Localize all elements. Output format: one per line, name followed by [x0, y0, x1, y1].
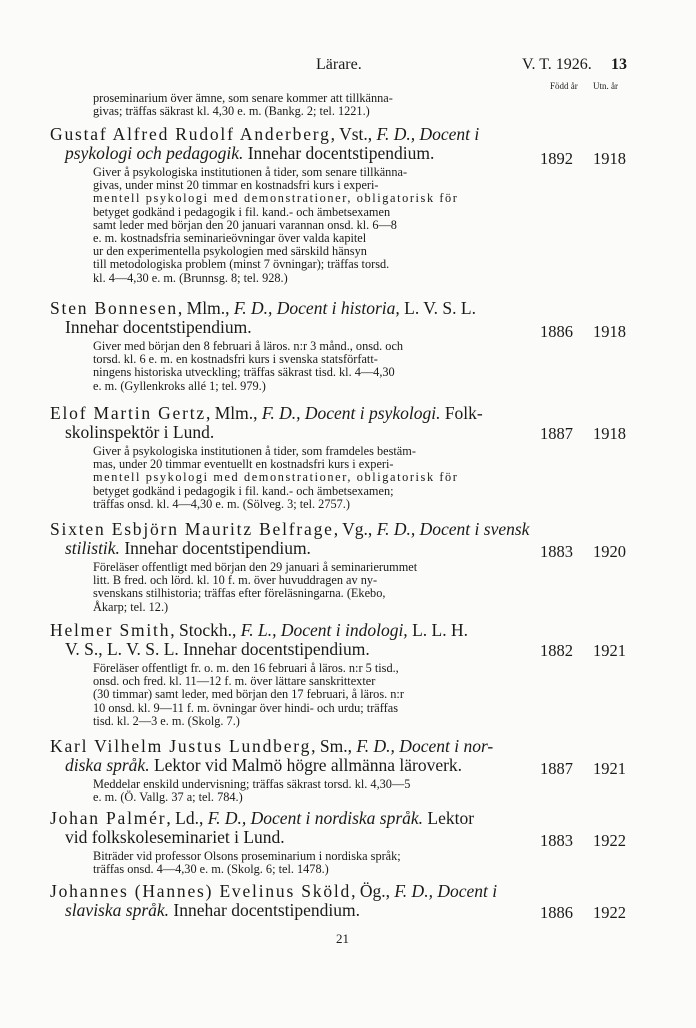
- entry-heading: [50, 404, 540, 442]
- teacher-entry: [50, 882, 540, 920]
- text-line: samt leder med början den 20 januari varannan onsd. kl. 6—8: [93, 217, 397, 232]
- position-note: skolinspektör i Lund.: [65, 422, 215, 442]
- entry-description: [93, 561, 536, 614]
- column-header-appointed: Utn. år: [593, 81, 618, 91]
- province: , Ld.,: [166, 808, 208, 828]
- page-number: 21: [336, 931, 349, 946]
- entry-description: [93, 662, 536, 728]
- text-line: Föreläser offentligt fr. o. m. den 16 februari å läros. n:r 5 tisd.,: [93, 661, 399, 675]
- entry-heading-line-2: [50, 756, 540, 775]
- entry-heading-line-2: [50, 318, 540, 337]
- born-year: 1887: [540, 424, 573, 443]
- province: , Vst.,: [330, 124, 377, 144]
- position-note: Innehar docentstipendium.: [119, 538, 311, 558]
- entry-heading-line-2: [50, 640, 540, 659]
- subject: stilistik.: [65, 538, 120, 558]
- text-line: träffas onsd. kl. 4—4,30 e. m. (Sölveg. 3; tel. 2757.): [93, 496, 350, 511]
- text-line: Åkarp; tel. 12.): [93, 599, 169, 614]
- entry-description: [93, 166, 536, 285]
- text-line: ur den experimentella psykologien med särskild hänsyn: [93, 244, 367, 259]
- entry-heading-line-2: [50, 423, 540, 442]
- appointed-year: 1922: [593, 903, 626, 922]
- appointed-year: 1922: [593, 831, 626, 850]
- born-year: 1883: [540, 542, 573, 561]
- text-line: Biträder vid professor Olsons proseminarium i nordiska språk;: [93, 849, 401, 863]
- entry-heading: [50, 299, 540, 337]
- teacher-title: F. L., Docent i indologi,: [240, 620, 408, 640]
- teacher-title: F. D., Docent i nor-: [356, 736, 494, 756]
- entry-heading: [50, 621, 540, 659]
- position-note: Innehar docentstipendium.: [169, 900, 361, 920]
- header-page-number: 13: [611, 56, 627, 73]
- text-line: litt. B fred. och lörd. kl. 10 f. m. över huvuddragen av ny-: [93, 573, 378, 588]
- position-note: Innehar docentstipendium.: [65, 317, 252, 337]
- entry-heading-line-2: [50, 539, 540, 558]
- teacher-entry: [50, 299, 540, 393]
- teacher-name: Karl Vilhelm Justus Lundberg: [50, 736, 312, 756]
- column-header-born: Född år: [550, 81, 578, 91]
- entry-heading: [50, 882, 540, 920]
- teacher-title: F. D., Docent i psykologi.: [261, 403, 441, 423]
- title-extra: Lektor: [423, 808, 475, 828]
- teacher-name: Johan Palmér: [50, 808, 167, 828]
- text-line: Giver med början den 8 februari å läros. n:r 3 månd., onsd. och: [93, 339, 404, 353]
- continuation-text: [93, 92, 533, 118]
- text-line: e. m. (Gyllenkroks allé 1; tel. 979.): [93, 378, 266, 393]
- text-line: givas, under minst 20 timmar en kostnadsfri kurs i experi-: [93, 178, 379, 193]
- teacher-name: Sten Bonnesen: [50, 298, 178, 318]
- text-line: Giver å psykologiska institutionen å tider, som framdeles bestäm-: [93, 444, 416, 458]
- born-year: 1886: [540, 903, 573, 922]
- text-line: torsd. kl. 6 e. m. en kostnadsfri kurs i svenska statsförfatt-: [93, 352, 378, 367]
- entry-description: [93, 340, 536, 393]
- appointed-year: 1918: [593, 322, 626, 341]
- text-line: Föreläser offentligt med början den 29 januari å seminarierummet: [93, 560, 418, 574]
- title-extra: L. V. S. L.: [399, 298, 476, 318]
- born-year: 1886: [540, 322, 573, 341]
- text-line: Meddelar enskild undervisning; träffas säkrast torsd. kl. 4,30—5: [93, 777, 411, 791]
- teacher-name: Johannes (Hannes) Evelinus Sköld: [50, 881, 352, 901]
- teacher-title: F. D., Docent i historia,: [233, 298, 400, 318]
- teacher-entry: [50, 125, 540, 285]
- entry-heading: [50, 125, 540, 163]
- title-extra: L. L. H.: [407, 620, 468, 640]
- text-line: givas; träffas säkrast kl. 4,30 e. m. (Bankg. 2; tel. 1221.): [93, 104, 370, 119]
- teacher-entry: [50, 404, 540, 511]
- text-line: (30 timmar) samt leder, med början den 17 februari, å läros. n:r: [93, 687, 404, 702]
- teacher-entry: [50, 737, 540, 804]
- text-line: e. m. (Ö. Vallg. 37 a; tel. 784.): [93, 790, 243, 805]
- province: , Stockh.,: [170, 620, 241, 640]
- teacher-name: Sixten Esbjörn Mauritz Belfrage: [50, 519, 334, 539]
- entry-heading-line-2: [50, 828, 540, 847]
- position-note: Innehar docentstipendium.: [243, 143, 435, 163]
- entry-heading: [50, 809, 540, 847]
- appointed-year: 1918: [593, 149, 626, 168]
- teacher-entry: [50, 621, 540, 728]
- text-line: tisd. kl. 2—3 e. m. (Skolg. 7.): [93, 713, 240, 728]
- title-extra: Folk-: [440, 403, 483, 423]
- province: , Mlm.,: [205, 403, 262, 423]
- teacher-name: Elof Martin Gertz: [50, 403, 206, 423]
- text-line: kl. 4—4,30 e. m. (Brunnsg. 8; tel. 928.): [93, 270, 288, 285]
- teacher-title: F. D., Docent i: [376, 124, 480, 144]
- province: , Mlm.,: [177, 298, 234, 318]
- teacher-entry: [50, 809, 540, 876]
- text-line: träffas onsd. 4—4,30 e. m. (Skolg. 6; tel. 1478.): [93, 862, 329, 877]
- appointed-year: 1921: [593, 641, 626, 660]
- text-line: 10 onsd. kl. 9—11 f. m. övningar över hindi- och urdu; träffas: [93, 700, 398, 715]
- term-label: V. T. 1926.: [522, 56, 592, 73]
- subject: psykologi och pedagogik.: [65, 143, 244, 163]
- text-line: mentell psykologi med demonstrationer, obligatorisk för: [93, 191, 459, 206]
- entry-description: [93, 778, 536, 804]
- entry-heading-line-2: [50, 144, 540, 163]
- appointed-year: 1921: [593, 759, 626, 778]
- appointed-year: 1918: [593, 424, 626, 443]
- appointed-year: 1920: [593, 542, 626, 561]
- entry-description: [93, 445, 536, 511]
- text-line: mentell psykologi med demonstrationer, obligatorisk för: [93, 470, 459, 485]
- text-line: e. m. kostnadsfria seminarieövningar över valda kapitel: [93, 231, 367, 246]
- position-note: Lektor vid Malmö högre allmänna läroverk.: [149, 755, 463, 775]
- position-note: V. S., L. V. S. L. Innehar docentstipendium.: [65, 639, 370, 659]
- text-line: till metodologiska problem (minst 7 övningar); träffas torsd.: [93, 257, 390, 272]
- teacher-name: Helmer Smith: [50, 620, 171, 640]
- teacher-entry: [50, 520, 540, 614]
- teacher-title: F. D., Docent i: [394, 881, 498, 901]
- subject: diska språk.: [65, 755, 150, 775]
- entry-heading: [50, 737, 540, 775]
- teacher-name: Gustaf Alfred Rudolf Anderberg: [50, 124, 331, 144]
- teacher-title: F. D., Docent i nordiska språk.: [207, 808, 424, 828]
- subject: slaviska språk.: [65, 900, 170, 920]
- text-line: svenskans stilhistoria; träffas efter föreläsningarna. (Ekebo,: [93, 586, 386, 601]
- position-note: vid folkskoleseminariet i Lund.: [65, 827, 285, 847]
- text-line: Giver å psykologiska institutionen å tider, som senare tillkänna-: [93, 165, 408, 179]
- text-line: betyget godkänd i pedagogik i fil. kand.- och ämbetsexamen;: [93, 483, 394, 498]
- text-line: betyget godkänd i pedagogik i fil. kand.- och ämbetsexamen: [93, 204, 391, 219]
- born-year: 1892: [540, 149, 573, 168]
- text-line: mas, under 20 timmar eventuellt en kostnadsfri kurs i experi-: [93, 457, 394, 472]
- text-line: proseminarium över ämne, som senare kommer att tillkänna-: [93, 91, 393, 105]
- text-line: ningens historiska utveckling; träffas säkrast tisd. kl. 4—4,30: [93, 365, 395, 380]
- province: , Sm.,: [311, 736, 357, 756]
- born-year: 1882: [540, 641, 573, 660]
- text-line: onsd. och fred. kl. 11—12 f. m. över lättare sanskrittexter: [93, 674, 376, 689]
- teacher-title: F. D., Docent i svensk: [376, 519, 530, 539]
- province: , Ög.,: [351, 881, 395, 901]
- entry-description: [93, 850, 536, 876]
- born-year: 1883: [540, 831, 573, 850]
- page-section-title: Lärare.: [316, 56, 362, 73]
- entry-heading: [50, 520, 540, 558]
- born-year: 1887: [540, 759, 573, 778]
- province: , Vg.,: [333, 519, 377, 539]
- entry-heading-line-2: [50, 901, 540, 920]
